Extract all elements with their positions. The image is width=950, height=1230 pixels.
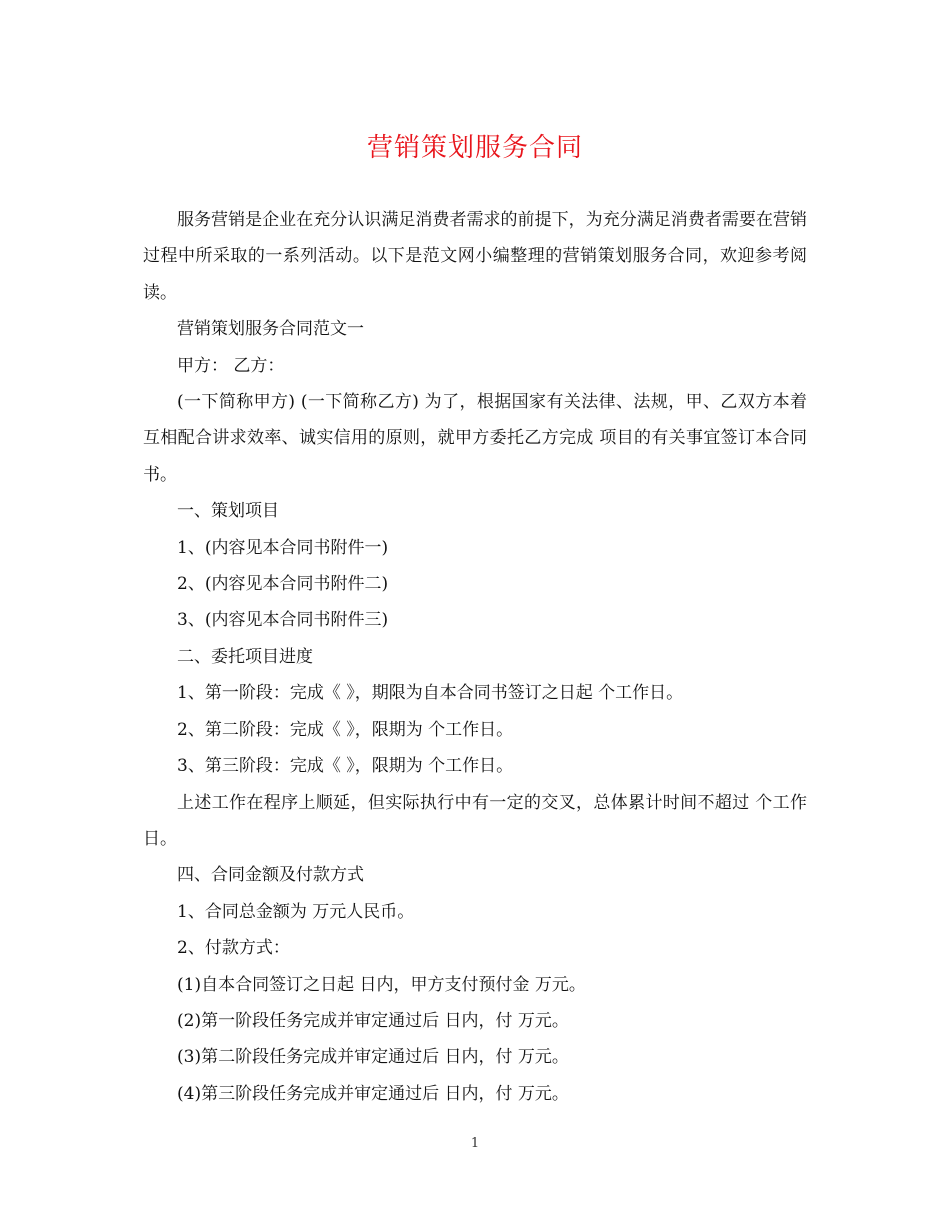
document-title: 营销策划服务合同 bbox=[366, 133, 583, 163]
schedule-summary: 上述工作在程序上顺延，但实际执行中有一定的交叉，总体累计时间不超过 个工作日。 bbox=[143, 792, 807, 849]
schedule-stage-3: 3、第三阶段：完成《 》，限期为 个工作日。 bbox=[177, 756, 514, 777]
section-heading-schedule: 二、委托项目进度 bbox=[177, 646, 313, 667]
payment-method-heading: 2、付款方式： bbox=[177, 938, 290, 959]
parties-line: 甲方： 乙方： bbox=[177, 355, 285, 376]
page-number: 1 bbox=[470, 1136, 480, 1151]
section-heading-payment: 四、合同金额及付款方式 bbox=[177, 865, 364, 886]
payment-term-3: (3)第二阶段任务完成并审定通过后 日内，付 万元。 bbox=[177, 1047, 569, 1068]
planning-item-1: 1、(内容见本合同书附件一) bbox=[177, 537, 389, 558]
preamble-paragraph: (一下简称甲方) (一下简称乙方) 为了，根据国家有关法律、法规，甲、乙双方本着互相配合讲求效率、诚实信用的原则，就甲方委托乙方完成 项目的有关事宜签订本合同书。 bbox=[143, 392, 807, 485]
schedule-stage-1: 1、第一阶段：完成《 》，期限为自本合同书签订之日起 个工作日。 bbox=[177, 683, 684, 704]
section-heading-planning-items: 一、策划项目 bbox=[177, 501, 279, 522]
document-body bbox=[143, 202, 807, 1112]
payment-total: 1、合同总金额为 万元人民币。 bbox=[177, 901, 415, 922]
payment-term-2: (2)第一阶段任务完成并审定通过后 日内，付 万元。 bbox=[177, 1010, 569, 1031]
planning-item-3: 3、(内容见本合同书附件三) bbox=[177, 610, 389, 631]
planning-item-2: 2、(内容见本合同书附件二) bbox=[177, 574, 389, 595]
payment-term-4: (4)第三阶段任务完成并审定通过后 日内，付 万元。 bbox=[177, 1083, 569, 1104]
schedule-stage-2: 2、第二阶段：完成《 》，限期为 个工作日。 bbox=[177, 719, 514, 740]
intro-paragraph: 服务营销是企业在充分认识满足消费者需求的前提下，为充分满足消费者需要在营销过程中所采取的一系列活动。以下是范文网小编整理的营销策划服务合同，欢迎参考阅读。 bbox=[143, 210, 807, 303]
sample-heading: 营销策划服务合同范文一 bbox=[177, 319, 364, 340]
payment-term-1: (1)自本合同签订之日起 日内，甲方支付预付金 万元。 bbox=[177, 974, 586, 995]
